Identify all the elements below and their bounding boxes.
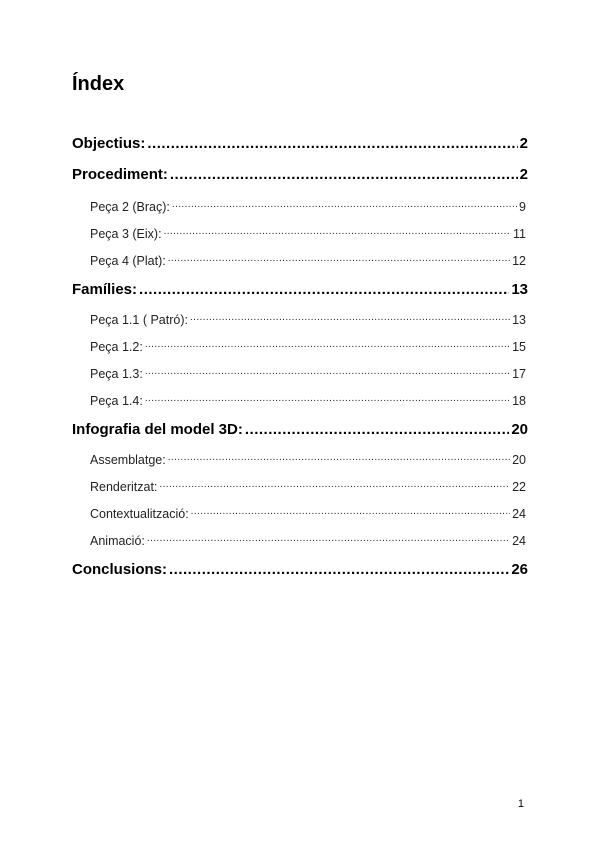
toc-entry-peca-2[interactable] bbox=[90, 199, 526, 215]
toc-dot-leader bbox=[170, 165, 518, 185]
toc-entry-label: Contextualització: bbox=[90, 507, 189, 521]
toc-dot-leader bbox=[159, 479, 510, 495]
toc-dot-leader bbox=[164, 226, 511, 242]
toc-entry-peca-1-2[interactable] bbox=[90, 339, 526, 355]
toc-entry-label: Assemblatge: bbox=[90, 453, 166, 467]
toc-entry-animacio[interactable] bbox=[90, 533, 526, 549]
toc-entry-assemblatge[interactable] bbox=[90, 452, 526, 468]
toc-entry-page: 22 bbox=[512, 480, 526, 494]
toc-entry-page: 24 bbox=[512, 534, 526, 548]
toc-entry-peca-1-4[interactable] bbox=[90, 393, 526, 409]
toc-dot-leader bbox=[190, 312, 510, 328]
toc-entry-page: 15 bbox=[512, 340, 526, 354]
toc-dot-leader bbox=[145, 366, 510, 382]
toc-entry-label: Objectius: bbox=[72, 135, 146, 152]
toc-dot-leader bbox=[172, 199, 517, 215]
toc-entry-infografia[interactable] bbox=[72, 420, 528, 440]
toc-dot-leader bbox=[139, 280, 509, 300]
toc-entry-label: Infografia del model 3D: bbox=[72, 421, 243, 438]
toc-dot-leader bbox=[169, 560, 509, 580]
toc-entry-contextualitzacio[interactable] bbox=[90, 506, 526, 522]
toc-entry-objectius[interactable] bbox=[72, 134, 528, 154]
toc-dot-leader bbox=[147, 134, 517, 154]
toc-entry-procediment[interactable] bbox=[72, 165, 528, 185]
toc-entry-page: 24 bbox=[512, 507, 526, 521]
toc-dot-leader bbox=[168, 452, 510, 468]
toc-entry-label: Peça 2 (Braç): bbox=[90, 200, 170, 214]
toc-entry-label: Animació: bbox=[90, 534, 145, 548]
toc-entry-label: Peça 1.1 ( Patró): bbox=[90, 313, 188, 327]
toc-entry-peca-3[interactable] bbox=[90, 226, 526, 242]
toc-entry-label: Conclusions: bbox=[72, 561, 168, 578]
toc-entry-label: Famílies: bbox=[72, 281, 138, 298]
toc-entry-label: Peça 3 (Eix): bbox=[90, 227, 162, 241]
toc-dot-leader bbox=[191, 506, 510, 522]
page-number: 1 bbox=[517, 798, 524, 810]
toc-entry-page: 2 bbox=[519, 166, 528, 183]
toc-entry-page: 2 bbox=[519, 135, 528, 152]
toc-entry-peca-1-1[interactable] bbox=[90, 312, 526, 328]
page-title: Índex bbox=[72, 73, 125, 95]
toc-entry-label: Peça 4 (Plat): bbox=[90, 254, 166, 268]
toc-entry-label: Procediment: bbox=[72, 166, 168, 183]
toc-entry-page: 13 bbox=[512, 313, 526, 327]
toc-entry-page: 20 bbox=[511, 421, 528, 438]
toc-dot-leader bbox=[147, 533, 510, 549]
toc-dot-leader bbox=[145, 393, 510, 409]
toc-entry-page: 20 bbox=[512, 453, 526, 467]
toc-entry-page: 18 bbox=[512, 394, 526, 408]
toc-entry-page: 26 bbox=[511, 561, 528, 578]
toc-entry-page: 13 bbox=[511, 281, 528, 298]
toc-dot-leader bbox=[245, 420, 509, 440]
toc-dot-leader bbox=[145, 339, 510, 355]
toc-entry-peca-4[interactable] bbox=[90, 253, 526, 269]
toc-entry-conclusions[interactable] bbox=[72, 560, 528, 580]
toc-entry-renderitzat[interactable] bbox=[90, 479, 526, 495]
toc-entry-label: Peça 1.4: bbox=[90, 394, 143, 408]
toc-entry-page: 12 bbox=[512, 254, 526, 268]
toc-entry-label: Peça 1.3: bbox=[90, 367, 143, 381]
toc-entry-label: Renderitzat: bbox=[90, 480, 158, 494]
toc-dot-leader bbox=[168, 253, 510, 269]
toc-entry-families[interactable] bbox=[72, 280, 528, 300]
toc-entry-page: 11 bbox=[513, 227, 526, 241]
toc-entry-page: 9 bbox=[519, 200, 526, 214]
toc-entry-label: Peça 1.2: bbox=[90, 340, 143, 354]
toc-entry-peca-1-3[interactable] bbox=[90, 366, 526, 382]
toc-entry-page: 17 bbox=[512, 367, 526, 381]
